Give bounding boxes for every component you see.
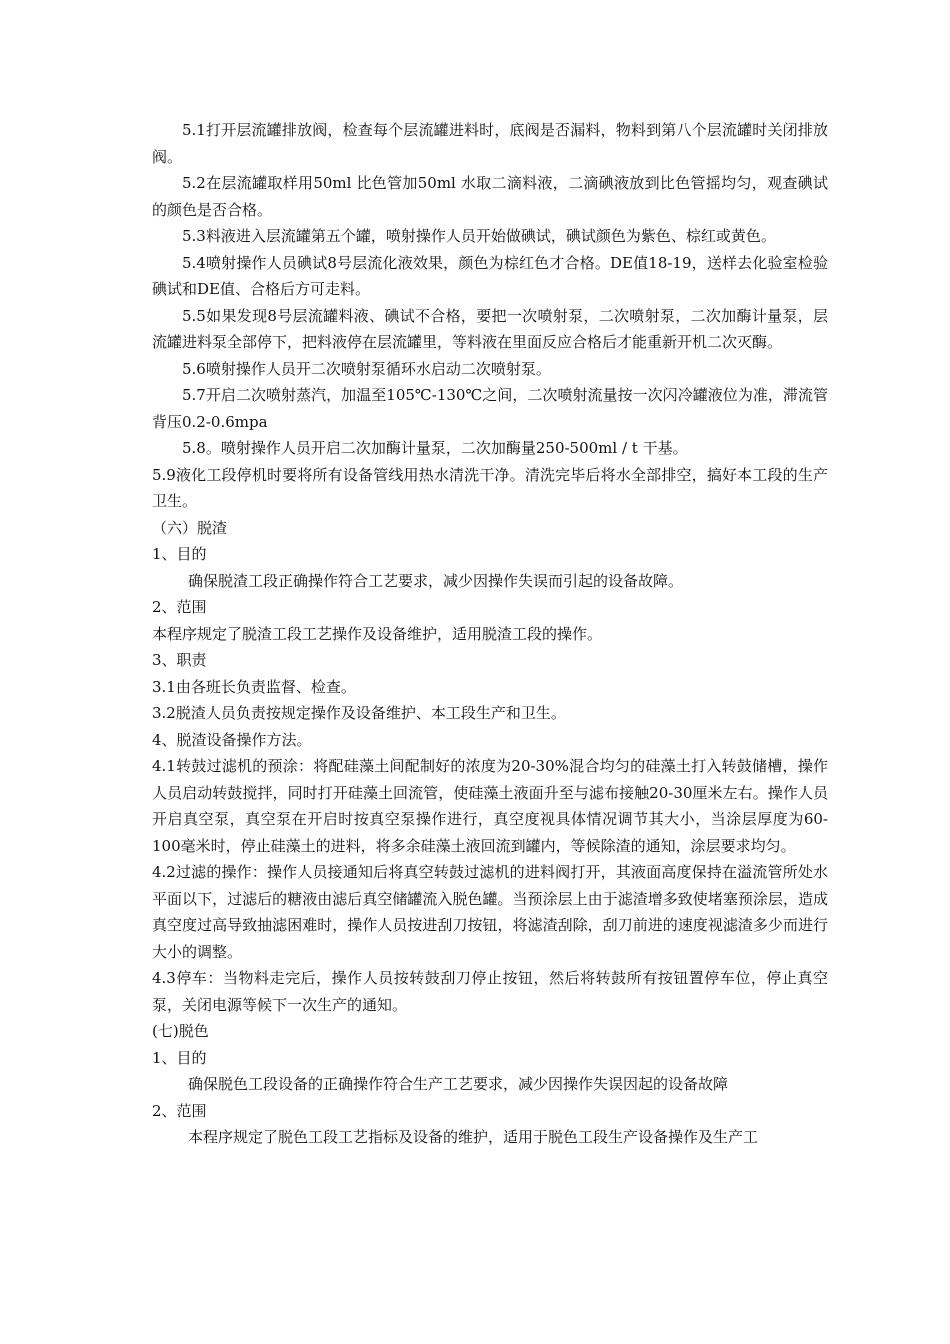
paragraph-p7-2: 本程序规定了脱色工段工艺指标及设备的维护，适用于脱色工段生产设备操作及生产工 [188, 1128, 759, 1146]
paragraph-p7-1: 确保脱色工段设备的正确操作符合生产工艺要求，减少因操作失误因起的设备故障 [188, 1075, 729, 1093]
paragraph-h7-1: 1、目的 [152, 1048, 207, 1067]
document-body [152, 117, 828, 1151]
paragraph-h6-2: 2、范围 [152, 598, 207, 616]
paragraph-p56: 5.6喷射操作人员开二次喷射泵循环水启动二次喷射泵。 [182, 359, 551, 378]
paragraph-p51: 5.1打开层流罐排放阀，检查每个层流罐进料时，底阀是否漏料，物料到第八个层流罐时关闭排放阀。 [152, 121, 828, 166]
paragraph-p6-2: 本程序规定了脱渣工段工艺操作及设备维护，适用脱渣工段的操作。 [152, 624, 603, 643]
paragraph-p52: 5.2在层流罐取样用50ml 比色管加50ml 水取二滴料液，二滴碘液放到比色管摇均匀，观查碘试的颜色是否合格。 [152, 174, 828, 219]
paragraph-h6-4: 4、脱渣设备操作方法。 [152, 730, 312, 749]
paragraph-p32: 3.2脱渣人员负责按规定操作及设备维护、本工段生产和卫生。 [152, 704, 566, 722]
paragraph-p31: 3.1由各班长负责监督、检查。 [152, 677, 356, 696]
paragraph-p42: 4.2过滤的操作：操作人员接通知后将真空转鼓过滤机的进料阀打开，其液面高度保持在溢流管所处水平面以下，过滤后的糖液由滤后真空储罐流入脱色罐。当预涂层上由于滤渣增多致使堵塞预涂层，造成真空度过高导致抽滤困难时，操作人员按进刮刀按钮，将滤渣刮除，刮刀前进的速度视滤渣多少而进行大小的调整。 [152, 863, 828, 961]
paragraph-h6: （六）脱渣 [152, 518, 228, 537]
paragraph-p41: 4.1转鼓过滤机的预涂：将配硅藻土间配制好的浓度为20-30%混合均匀的硅藻土打入转鼓储槽，操作人员启动转鼓搅拌，同时打开硅藻土回流管，使硅藻土液面升至与滤布接触20-30厘米左右。操作人员开启真空泵，真空泵在开启时按真空泵操作进行，真空度视具体情况调节其大小，当涂层厚度为60-100毫米时，停止硅藻土的进料，将多余硅藻土液回流到罐内，等候除渣的通知，涂层要求均匀。 [152, 757, 828, 855]
paragraph-p53: 5.3料液进入层流罐第五个罐，喷射操作人员开始做碘试，碘试颜色为紫色、棕红或黄色。 [182, 227, 776, 245]
paragraph-p59: 5.9液化工段停机时要将所有设备管线用热水清洗干净。清洗完毕后将水全部排空，搞好本工段的生产卫生。 [152, 465, 828, 510]
paragraph-p58: 5.8。喷射操作人员开启二次加酶计量泵，二次加酶量250-500ml / t 干基。 [182, 439, 688, 457]
paragraph-h6-3: 3、职责 [152, 651, 207, 669]
paragraph-h7-2: 2、范围 [152, 1101, 207, 1120]
paragraph-p57: 5.7开启二次喷射蒸汽，加温至105℃-130℃之间，二次喷射流量按一次闪冷罐液位为准，滞流管背压0.2-0.6mpa [152, 386, 828, 431]
paragraph-p55: 5.5如果发现8号层流罐料液、碘试不合格，要把一次喷射泵，二次喷射泵，二次加酶计量泵，层流罐进料泵全部停下，把料液停在层流罐里，等料液在里面反应合格后才能重新开机二次灭酶。 [152, 306, 828, 351]
paragraph-p54: 5.4喷射操作人员碘试8号层流化液效果，颜色为棕红色才合格。DE值18-19，送样去化验室检验碘试和DE值、合格后方可走料。 [152, 253, 828, 298]
paragraph-p6-1: 确保脱渣工段正确操作符合工艺要求，减少因操作失误而引起的设备故障。 [188, 571, 684, 590]
paragraph-h7: (七)脱色 [152, 1022, 209, 1040]
paragraph-h6-1: 1、目的 [152, 545, 207, 563]
paragraph-p43: 4.3停车：当物料走完后，操作人员按转鼓刮刀停止按钮，然后将转鼓所有按钮置停车位，停止真空泵，关闭电源等候下一次生产的通知。 [152, 969, 828, 1014]
